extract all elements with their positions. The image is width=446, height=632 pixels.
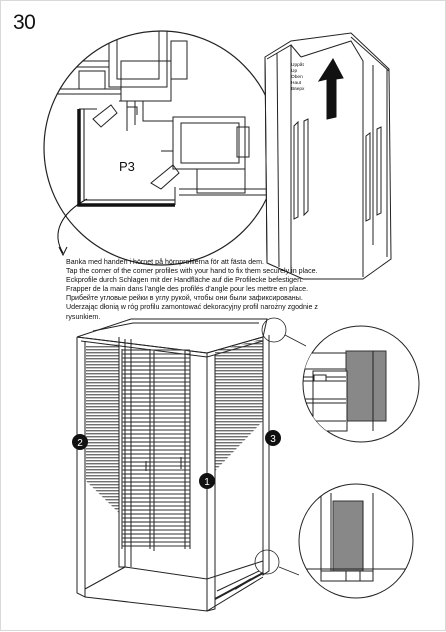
callout-2	[72, 434, 88, 450]
instruction-line-pl-cont: rysunkiem.	[66, 312, 101, 321]
part-label-p3: P3	[119, 159, 135, 174]
instruction-line-fr: Frapper de la main dans l'angle des profilés d'angle pour les mettre en place.	[66, 285, 309, 294]
instruction-line-en: Tap the corner of the corner profiles with your hand to fix them securely in place.	[66, 267, 318, 276]
instruction-line-de: Eckprofile durch Schlagen mit der Handfläche auf die Profilecke befestigen.	[66, 276, 303, 285]
instruction-line-ru: Прибейте угловые рейки в углу рукой, чтобы они были зафиксированы.	[66, 294, 303, 303]
cabinet-frame	[77, 319, 269, 611]
callout-1	[199, 473, 215, 489]
instruction-line-pl: Uderzając dłonią w róg profilu zamontować dekoracyjny profil narożny zgodnie z	[66, 303, 318, 312]
direction-label-en: Up	[291, 69, 298, 74]
callout-3	[265, 430, 281, 446]
svg-text:2: 2	[77, 438, 83, 449]
instruction-text	[66, 258, 386, 322]
instruction-line-sv: Banka med handen i hörnet på hörnprofilerna för att fästa dem.	[66, 258, 264, 266]
direction-label-sv: Uppåt	[291, 63, 304, 68]
svg-text:3: 3	[270, 434, 276, 445]
step-number: 30	[13, 11, 36, 34]
detail-circle-profile	[41, 27, 279, 265]
direction-label-ru: Вверх	[291, 87, 305, 92]
detail-circle-bottom-corner	[299, 484, 421, 598]
detail-circle-top-corner	[301, 326, 419, 442]
svg-text:1: 1	[204, 477, 210, 488]
direction-label-de: Oben	[291, 75, 303, 80]
direction-label-fr: Haut	[291, 81, 302, 86]
corner-profile-upright	[265, 33, 391, 279]
